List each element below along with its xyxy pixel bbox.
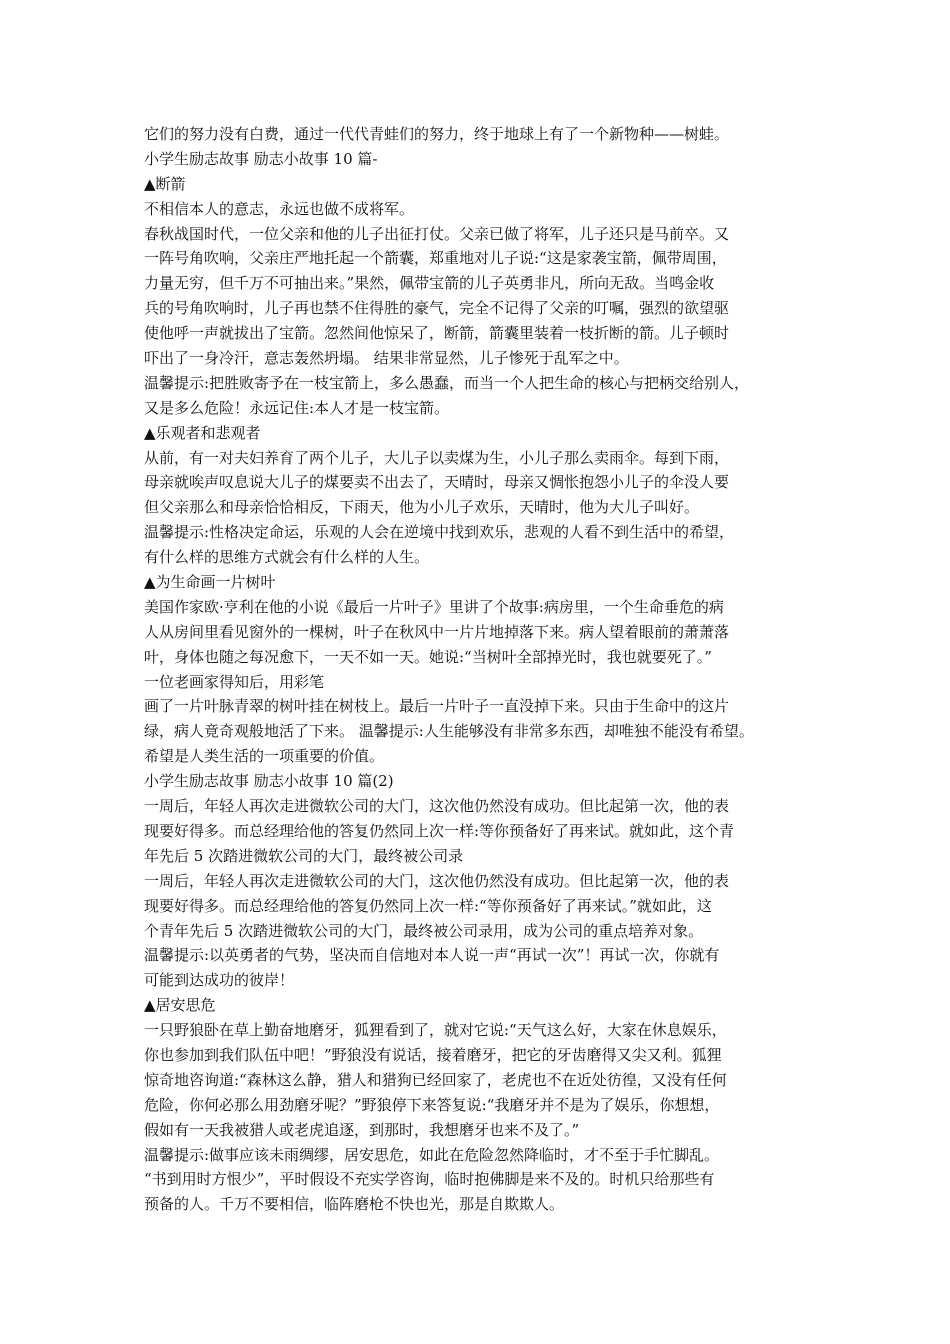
text-line: 人从房间里看见窗外的一棵树，叶子在秋风中一片片地掉落下来。病人望着眼前的萧萧落 <box>144 622 730 641</box>
text-line: “书到用时方恨少”，平时假设不充实学咨询，临时抱佛脚是来不及的。时机只给那些有 <box>144 1170 715 1189</box>
text-line: 不相信本人的意志，永远也做不成将军。 <box>144 199 415 218</box>
text-line: 绿，病人竟奇观般地活了下来。 温馨提示:人生能够没有非常多东西，却唯独不能没有希望。 <box>144 722 754 741</box>
text-line: 使他呼一声就拔出了宝箭。忽然间他惊呆了，断箭，箭囊里装着一枝折断的箭。儿子顿时 <box>144 324 730 343</box>
text-line: 现要好得多。而总经理给他的答复仍然同上次一样:等你预备好了再来试。就如此，这个青 <box>144 821 735 840</box>
text-line: 危险，你何必那么用劲磨牙呢？”野狼停下来答复说:“我磨牙并不是为了娱乐，你想想， <box>144 1095 720 1114</box>
text-line: 吓出了一身冷汗，意志轰然坍塌。 结果非常显然，儿子惨死于乱军之中。 <box>144 349 629 368</box>
text-line: 希望是人类生活的一项重要的价值。 <box>144 747 385 766</box>
text-line: 画了一片叶脉青翠的树叶挂在树枝上。最后一片叶子一直没掉下来。只由于生命中的这片 <box>144 697 730 716</box>
section-heading: 小学生励志故事 励志小故事 10 篇- <box>144 149 378 168</box>
text-line: 它们的努力没有白费，通过一代代青蛙们的努力，终于地球上有了一个新物种——树蛙。 <box>144 125 730 143</box>
text-line: 美国作家欧·亨利在他的小说《最后一片叶子》里讲了个故事:病房里，一个生命垂危的病 <box>144 597 724 616</box>
story-title: ▲断箭 <box>144 174 186 193</box>
text-line: 力量无穷，但千万不可抽出来。”果然，佩带宝箭的儿子英勇非凡，所向无敌。当鸣金收 <box>144 274 715 293</box>
text-line: 一阵号角吹响，父亲庄严地托起一个箭囊，郑重地对儿子说:“这是家袭宝箭，佩带周围， <box>144 249 727 268</box>
text-line: 可能到达成功的彼岸！ <box>144 971 295 990</box>
text-line: 叶，身体也随之每况愈下，一天不如一天。她说:“当树叶全部掉光时，我也就要死了。” <box>144 647 712 666</box>
text-line: 温馨提示:把胜败寄予在一枝宝箭上，多么愚蠢，而当一个人把生命的核心与把柄交给别人， <box>144 373 750 392</box>
text-line: 现要好得多。而总经理给他的答复仍然同上次一样:“等你预备好了再来试。”就如此，这 <box>144 896 712 915</box>
text-line: 从前，有一对夫妇养育了两个儿子，大儿子以卖煤为生，小儿子那么卖雨伞。每到下雨， <box>144 448 730 467</box>
text-line: 预备的人。千万不要相信，临阵磨枪不快也光，那是自欺欺人。 <box>144 1195 565 1214</box>
text-line: 年先后 5 次踏进微软公司的大门，最终被公司录 <box>144 846 464 865</box>
text-line: 温馨提示:性格决定命运，乐观的人会在逆境中找到欢乐，悲观的人看不到生活中的希望， <box>144 523 735 542</box>
text-line: 一只野狼卧在草上勤奋地磨牙，狐狸看到了，就对它说:“天气这么好，大家在休息娱乐， <box>144 1021 727 1040</box>
story-title: ▲乐观者和悲观者 <box>144 423 261 442</box>
text-line: 温馨提示:做事应该未雨绸缪，居安思危，如此在危险忽然降临时，才不至于手忙脚乱。 <box>144 1145 720 1164</box>
text-line: 但父亲那么和母亲恰恰相反，下雨天，他为小儿子欢乐，天晴时，他为大儿子叫好。 <box>144 498 700 517</box>
section-heading: 小学生励志故事 励志小故事 10 篇(2) <box>144 772 394 791</box>
text-line: 温馨提示:以英勇者的气势，坚决而自信地对本人说一声“再试一次”！再试一次，你就有 <box>144 946 720 965</box>
text-line: 一位老画家得知后，用彩笔 <box>144 672 325 691</box>
text-line: 又是多么危险！永远记住:本人才是一枝宝箭。 <box>144 398 450 417</box>
text-line: 一周后，年轻人再次走进微软公司的大门，这次他仍然没有成功。但比起第一次，他的表 <box>144 871 730 890</box>
text-line: 春秋战国时代，一位父亲和他的儿子出征打仗。父亲已做了将军，儿子还只是马前卒。又 <box>144 224 730 243</box>
story-title: ▲为生命画一片树叶 <box>144 573 276 592</box>
story-title: ▲居安思危 <box>144 996 216 1015</box>
text-line: 有什么样的思维方式就会有什么样的人生。 <box>144 548 430 567</box>
text-line: 个青年先后 5 次踏进微软公司的大门，最终被公司录用，成为公司的重点培养对象。 <box>144 921 704 940</box>
text-line: 你也参加到我们队伍中吧！”野狼没有说话，接着磨牙，把它的牙齿磨得又尖又利。狐狸 <box>144 1045 722 1064</box>
text-line: 一周后，年轻人再次走进微软公司的大门，这次他仍然没有成功。但比起第一次，他的表 <box>144 797 730 816</box>
text-line: 兵的号角吹响时，儿子再也禁不住得胜的豪气，完全不记得了父亲的叮嘱，强烈的欲望驱 <box>144 299 730 318</box>
text-line: 假如有一天我被猎人或老虎追逐，到那时，我想磨牙也来不及了。” <box>144 1120 580 1139</box>
text-line: 惊奇地咨询道:“森林这么静，猎人和猎狗已经回家了，老虎也不在近处彷徨，又没有任何 <box>144 1070 727 1089</box>
text-line: 母亲就唉声叹息说大儿子的煤要卖不出去了，天晴时，母亲又惆怅抱怨小儿子的伞没人要 <box>144 473 730 492</box>
